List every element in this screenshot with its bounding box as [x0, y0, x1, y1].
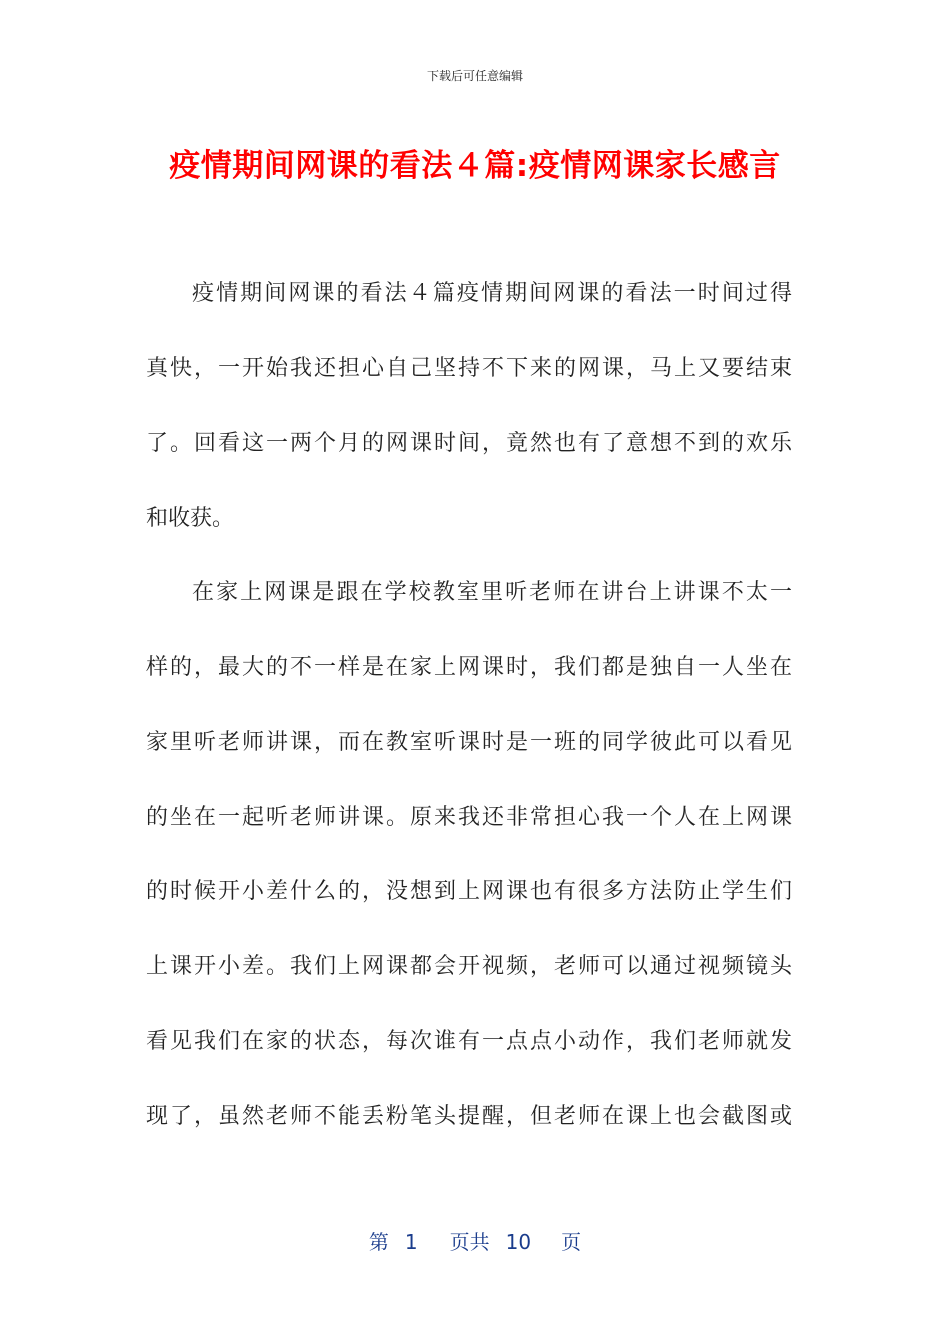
- page-title: 疫情期间网课的看法４篇:疫情网课家长感言: [169, 148, 781, 184]
- footer-suffix: 页: [561, 1230, 582, 1254]
- paragraph-2-line-7: 看见我们在家的状态，每次谁有一点点小动作，我们老师就发: [146, 1029, 792, 1054]
- paragraph-2-line-5: 的时候开小差什么的，没想到上网课也有很多方法防止学生们: [146, 879, 792, 904]
- paragraph-1-line-3: 了。回看这一两个月的网课时间，竟然也有了意想不到的欢乐: [146, 431, 792, 456]
- paragraph-2-line-8: 现了，虽然老师不能丢粉笔头提醒，但老师在课上也会截图或: [146, 1104, 792, 1129]
- footer-middle: 页共: [449, 1230, 490, 1254]
- paragraph-1-line-4: 和收获。: [146, 506, 235, 531]
- page-footer: [0, 1226, 950, 1255]
- paragraph-1-line-2: 真快，一开始我还担心自己坚持不下来的网课，马上又要结束: [146, 356, 792, 381]
- footer-page-total: 10: [505, 1230, 532, 1254]
- paragraph-2-line-3: 家里听老师讲课，而在教室听课时是一班的同学彼此可以看见: [146, 730, 792, 755]
- paragraph-1-line-1: 疫情期间网课的看法４篇疫情期间网课的看法一时间过得: [192, 281, 792, 306]
- footer-page-number: 1: [404, 1230, 418, 1254]
- paragraph-2-line-2: 样的，最大的不一样是在家上网课时，我们都是独自一人坐在: [146, 655, 792, 680]
- paragraph-2-line-6: 上课开小差。我们上网课都会开视频，老师可以通过视频镜头: [146, 954, 792, 979]
- footer-prefix: 第: [368, 1230, 389, 1254]
- header-note: 下载后可任意编辑: [426, 69, 523, 83]
- paragraph-2-line-4: 的坐在一起听老师讲课。原来我还非常担心我一个人在上网课: [146, 805, 792, 830]
- paragraph-2-line-1: 在家上网课是跟在学校教室里听老师在讲台上讲课不太一: [192, 580, 792, 605]
